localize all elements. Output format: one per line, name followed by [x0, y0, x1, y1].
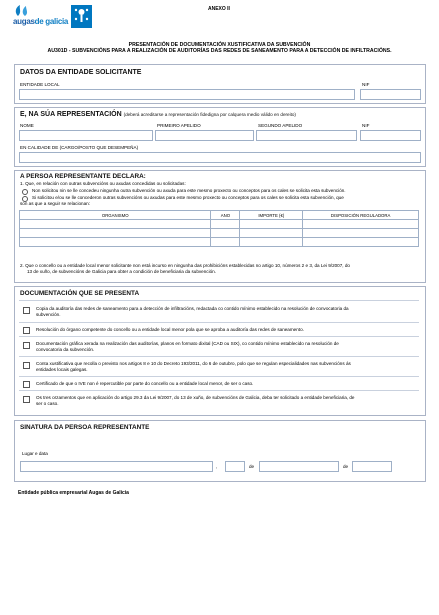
- option-si-solicitou-text: Si solicitou e/ou se lle concederon outras subvencións ou axudas para este mesmo proxecto ou conceptos para os cales se solicita esta subvención, que: [32, 195, 344, 200]
- documentacion-list: [19, 298, 419, 410]
- year-field[interactable]: [352, 461, 392, 472]
- doc-item-text: Os tres orzamentos que en aplicación do artigo 29.3 da Lei 9/2007, do 13 de xuño, de subvencións de Galicia, deba ter solicitado a entidade beneficiaria, de: [36, 395, 355, 400]
- list-item: [19, 376, 419, 391]
- segundo-apelido-field[interactable]: [256, 130, 357, 141]
- list-item: [19, 336, 419, 357]
- form-title: PRESENTACIÓN DE DOCUMENTACIÓN XUSTIFICATIVA DA SUBVENCIÓN: [128, 42, 311, 48]
- de-separator-1: de: [249, 464, 255, 469]
- doc-item-text: Conta xustificativa que recolla o previsto nos artigos 8 e 10 do Decreto 193/2011, do 6 de outubro, polo que se regulan especialidades nas subvencións ás: [36, 361, 351, 366]
- primeiro-apelido-label: PRIMEIRO APELIDO: [157, 123, 201, 128]
- lugar-data-label: Lugar e data: [22, 451, 48, 456]
- section-solicitante-title: DATOS DA ENTIDADE SOLICITANTE: [20, 69, 142, 76]
- col-importe: IMPORTE (€): [240, 211, 303, 220]
- doc-checkbox-resolucion[interactable]: [23, 327, 30, 334]
- col-disposicion: DISPOSICIÓN REGULADORA: [303, 211, 419, 220]
- doc-item-text: Resolución do órgano competente do concello ou a entidade local menor pola que se aproba a auditoría das redes de saneamento.: [36, 327, 304, 332]
- table-cell[interactable]: [20, 238, 211, 247]
- table-row: [20, 238, 419, 247]
- doc-checkbox-auditoria[interactable]: [23, 307, 30, 314]
- primeiro-apelido-field[interactable]: [155, 130, 254, 141]
- footer-entity: Entidade pública empresarial Augas de Galicia: [18, 490, 129, 496]
- section-declara-title: A PERSOA REPRESENTANTE DECLARA:: [20, 173, 146, 180]
- nome-field[interactable]: [19, 130, 153, 141]
- xunta-emblem-icon: [71, 5, 92, 28]
- doc-checkbox-conta[interactable]: [23, 362, 30, 369]
- col-ano: ANO: [211, 211, 240, 220]
- table-cell[interactable]: [240, 220, 303, 229]
- logo-wordmark: [13, 17, 68, 26]
- table-cell[interactable]: [211, 220, 240, 229]
- col-organismo: ORGANISMO: [20, 211, 211, 220]
- table-cell[interactable]: [303, 229, 419, 238]
- doc-checkbox-iva[interactable]: [23, 381, 30, 388]
- axudas-table: [19, 210, 419, 247]
- table-cell[interactable]: [20, 220, 211, 229]
- nif-label: NIF: [362, 82, 370, 87]
- doc-item-text-2: entidades locais galegas.: [36, 367, 88, 372]
- table-row: [20, 229, 419, 238]
- section-documentacion-title: DOCUMENTACIÓN QUE SE PRESENTA: [20, 290, 140, 297]
- section-representacion-title: [20, 111, 296, 118]
- representacion-title-note: (deberá acreditarse a representación fidedigna por calquera medio válido en dereito): [123, 112, 296, 117]
- list-item: [19, 322, 419, 337]
- lugar-field[interactable]: [20, 461, 213, 472]
- logo-word-augas: augas: [13, 17, 35, 26]
- entidade-local-label: ENTIDADE LOCAL: [20, 82, 60, 87]
- doc-item-text: Certificado de que o IVE non é repercutible por parte do concello ou a entidade local menor, de ser o caso.: [36, 381, 254, 386]
- axudas-table-header: [20, 211, 419, 220]
- doc-item-text-2: subvención.: [36, 312, 61, 317]
- option-si-solicitou-text-2: son as que a seguir se relacionan:: [20, 201, 90, 206]
- calidade-label: EN CALIDADE DE (CARGO/POSTO QUE DESEMPEÑA): [20, 145, 139, 150]
- representante-nif-field[interactable]: [360, 130, 421, 141]
- entidade-local-field[interactable]: [19, 89, 355, 100]
- de-separator-2: de: [343, 464, 349, 469]
- day-field[interactable]: [225, 461, 245, 472]
- table-cell[interactable]: [20, 229, 211, 238]
- section-sinatura-title: SINATURA DA PERSOA REPRESENTANTE: [20, 424, 150, 431]
- list-item: [19, 390, 419, 411]
- declara-item2-line1: 2. Que o concello ou a entidade local menor solicitante non está incurso en ningunha das prohibicións establecidas no artigo 10, números 2 e 3, da Lei 9/2007, do: [20, 263, 350, 268]
- table-cell[interactable]: [303, 220, 419, 229]
- table-cell[interactable]: [303, 238, 419, 247]
- month-field[interactable]: [259, 461, 339, 472]
- doc-checkbox-grafica[interactable]: [23, 342, 30, 349]
- doc-item-text: Documentación gráfica xerada na realización das auditorías, planos en formato dixital (CAD ou SIX), co contido mínimo establecido na resolución de: [36, 341, 339, 346]
- declara-item2-line2: 13 de xuño, de subvencións de Galicia para obter a condición de beneficiaria da subvención.: [27, 269, 216, 274]
- table-cell[interactable]: [211, 229, 240, 238]
- representante-nif-label: NIF: [362, 123, 370, 128]
- table-row: [20, 220, 419, 229]
- doc-item-text-2: ser o caso.: [36, 401, 59, 406]
- doc-item-text: Copia da auditoría das redes de saneamento para a detección de infiltracións, redactada co contido mínimo establecido na resolución de convocatoria da: [36, 306, 349, 311]
- logo-drops-icon: [12, 4, 72, 18]
- option-non-solicitou-text: Non solicitou nin se lle concedeu ningunha outra subvención ou axuda para este mesmo proxecto ou conceptos para os cales se solicita esta subvención.: [32, 188, 346, 193]
- form-subtitle: AU301D - SUBVENCIÓNS PARA A REALIZACIÓN DE AUDITORÍAS DAS REDES DE SANEAMENTO PARA A DETECCIÓN DE INFILTRACIÓNS.: [47, 48, 392, 54]
- list-item: [19, 300, 419, 323]
- nome-label: NOME: [20, 123, 34, 128]
- doc-checkbox-orzamentos[interactable]: [23, 396, 30, 403]
- doc-item-text-2: convocatoria da subvención.: [36, 347, 95, 352]
- table-cell[interactable]: [240, 238, 303, 247]
- representacion-title-text: E, NA SÚA REPRESENTACIÓN: [20, 111, 122, 118]
- logo-word-galicia: de galicia: [34, 17, 69, 26]
- table-cell[interactable]: [211, 238, 240, 247]
- segundo-apelido-label: SEGUNDO APELIDO: [258, 123, 303, 128]
- list-item: [19, 356, 419, 377]
- nif-field[interactable]: [360, 89, 421, 100]
- declara-item1: 1. Que, en relación con outras subvencións ou axudas concedidas ou solicitadas:: [20, 181, 186, 186]
- table-cell[interactable]: [240, 229, 303, 238]
- calidade-field[interactable]: [19, 152, 421, 163]
- anexo-label: ANEXO II: [208, 6, 230, 12]
- radio-non-solicitou[interactable]: [22, 189, 28, 195]
- comma-separator: ,: [216, 464, 218, 469]
